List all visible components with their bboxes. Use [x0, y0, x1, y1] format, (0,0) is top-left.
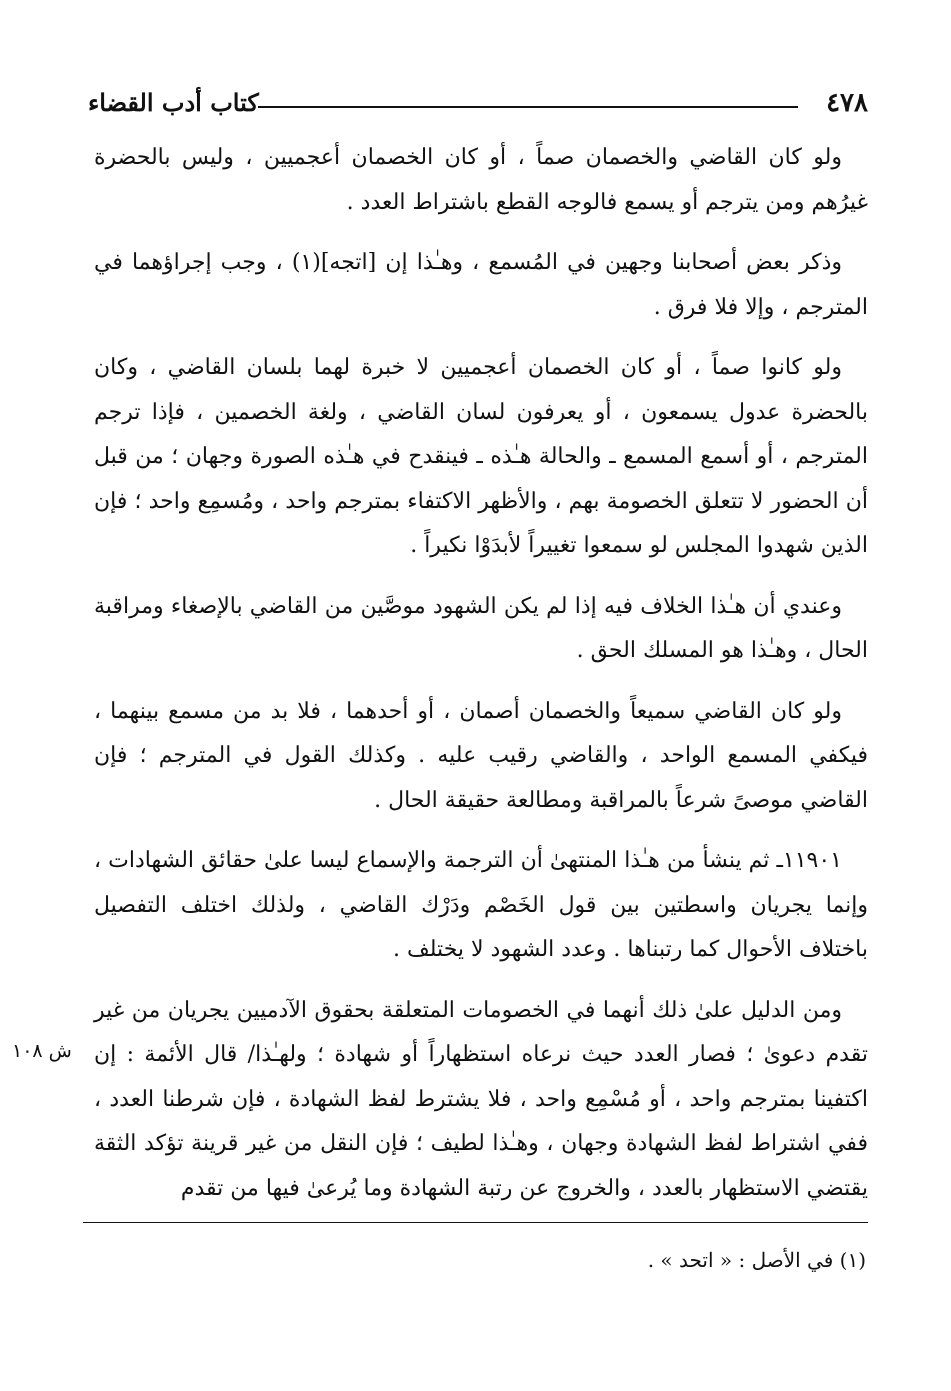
paragraph: وعندي أن هـٰذا الخلاف فيه إذا لم يكن الشهود موصَّين من القاضي بالإصغاء ومراقبة الحال ، وهـٰذا هو المسلك الحق . [94, 593, 868, 663]
paragraph: ولو كان القاضي والخصمان صماً ، أو كان الخصمان أعجميين ، وليس بالحضرة غيرُهم ومن يترجم أو يسمع فالوجه القطع باشتراط العدد . [94, 145, 868, 215]
manuscript-folio-note: ش ١٠٨ [12, 1040, 72, 1062]
main-text [94, 136, 868, 1227]
paragraph: ومن الدليل علىٰ ذلك أنهما في الخصومات المتعلقة بحقوق الآدميين يجريان من غير تقدم دعوىٰ ؛ فصار العدد حيث نرعاه استظهاراً أو شهادة ؛ ولهـٰذا/ قال الأئمة : إن اكتفينا بمترجم واحد ، أو مُسْمِع واحد ، فلا يشترط لفظ الشهادة ، فإن شرطنا العدد ، ففي اشتراط لفظ الشهادة وجهان ، وهـٰذا لطيف ؛ فإن النقل من غير قرينة تؤكد الثقة يقتضي الاستظهار بالعدد ، والخروج عن رتبة الشهادة وما يُرعىٰ فيها من تقدم [94, 997, 868, 1201]
running-title: كتاب أدب القضاء [88, 88, 259, 117]
paragraph: ١١٩٠١ـ ثم ينشأ من هـٰذا المنتهىٰ أن الترجمة والإسماع ليسا علىٰ حقائق الشهادات ، وإنما يجريان واسطتين بين قول الخَصْم ودَرْك القاضي ، ولذلك اختلف التفصيل باختلاف الأحوال كما رتبناها . وعدد الشهود لا يختلف . [94, 848, 868, 962]
paragraph: ولو كان القاضي سميعاً والخصمان أصمان ، أو أحدهما ، فلا بد من مسمع بينهما ، فيكفي المسمع الواحد ، والقاضي رقيب عليه . وكذلك القول في المترجم ؛ فإن القاضي موصىً شرعاً بالمراقبة ومطالعة حقيقة الحال . [94, 698, 868, 813]
footnote: (١) في الأصل : « اتحد » . [647, 1248, 866, 1272]
footnote-separator [83, 1222, 868, 1223]
paragraph: وذكر بعض أصحابنا وجهين في المُسمع ، وهـٰذا إن [اتجه](١) ، وجب إجراؤهما في المترجم ، وإلا فلا فرق . [94, 250, 868, 320]
paragraph: ولو كانوا صماً ، أو كان الخصمان أعجميين لا خبرة لهما بلسان القاضي ، وكان بالحضرة عدول يسمعون ، أو يعرفون لسان القاضي ، ولغة الخصمين ، فإذا ترجم المترجم ، أو أسمع المسمع ـ والحالة هـٰذه ـ فينقدح في هـٰذه الصورة وجهان ؛ من قبل أن الحضور لا تتعلق الخصومة بهم ، والأظهر الاكتفاء بمترجم واحد ، ومُسمِع واحد ؛ فإن الذين شهدوا المجلس لو سمعوا تغييراً لأبدَوْا نكيراً . [94, 355, 868, 558]
header-rule [258, 106, 798, 108]
page-header [88, 80, 868, 124]
page-number: ٤٧٨ [826, 88, 868, 118]
